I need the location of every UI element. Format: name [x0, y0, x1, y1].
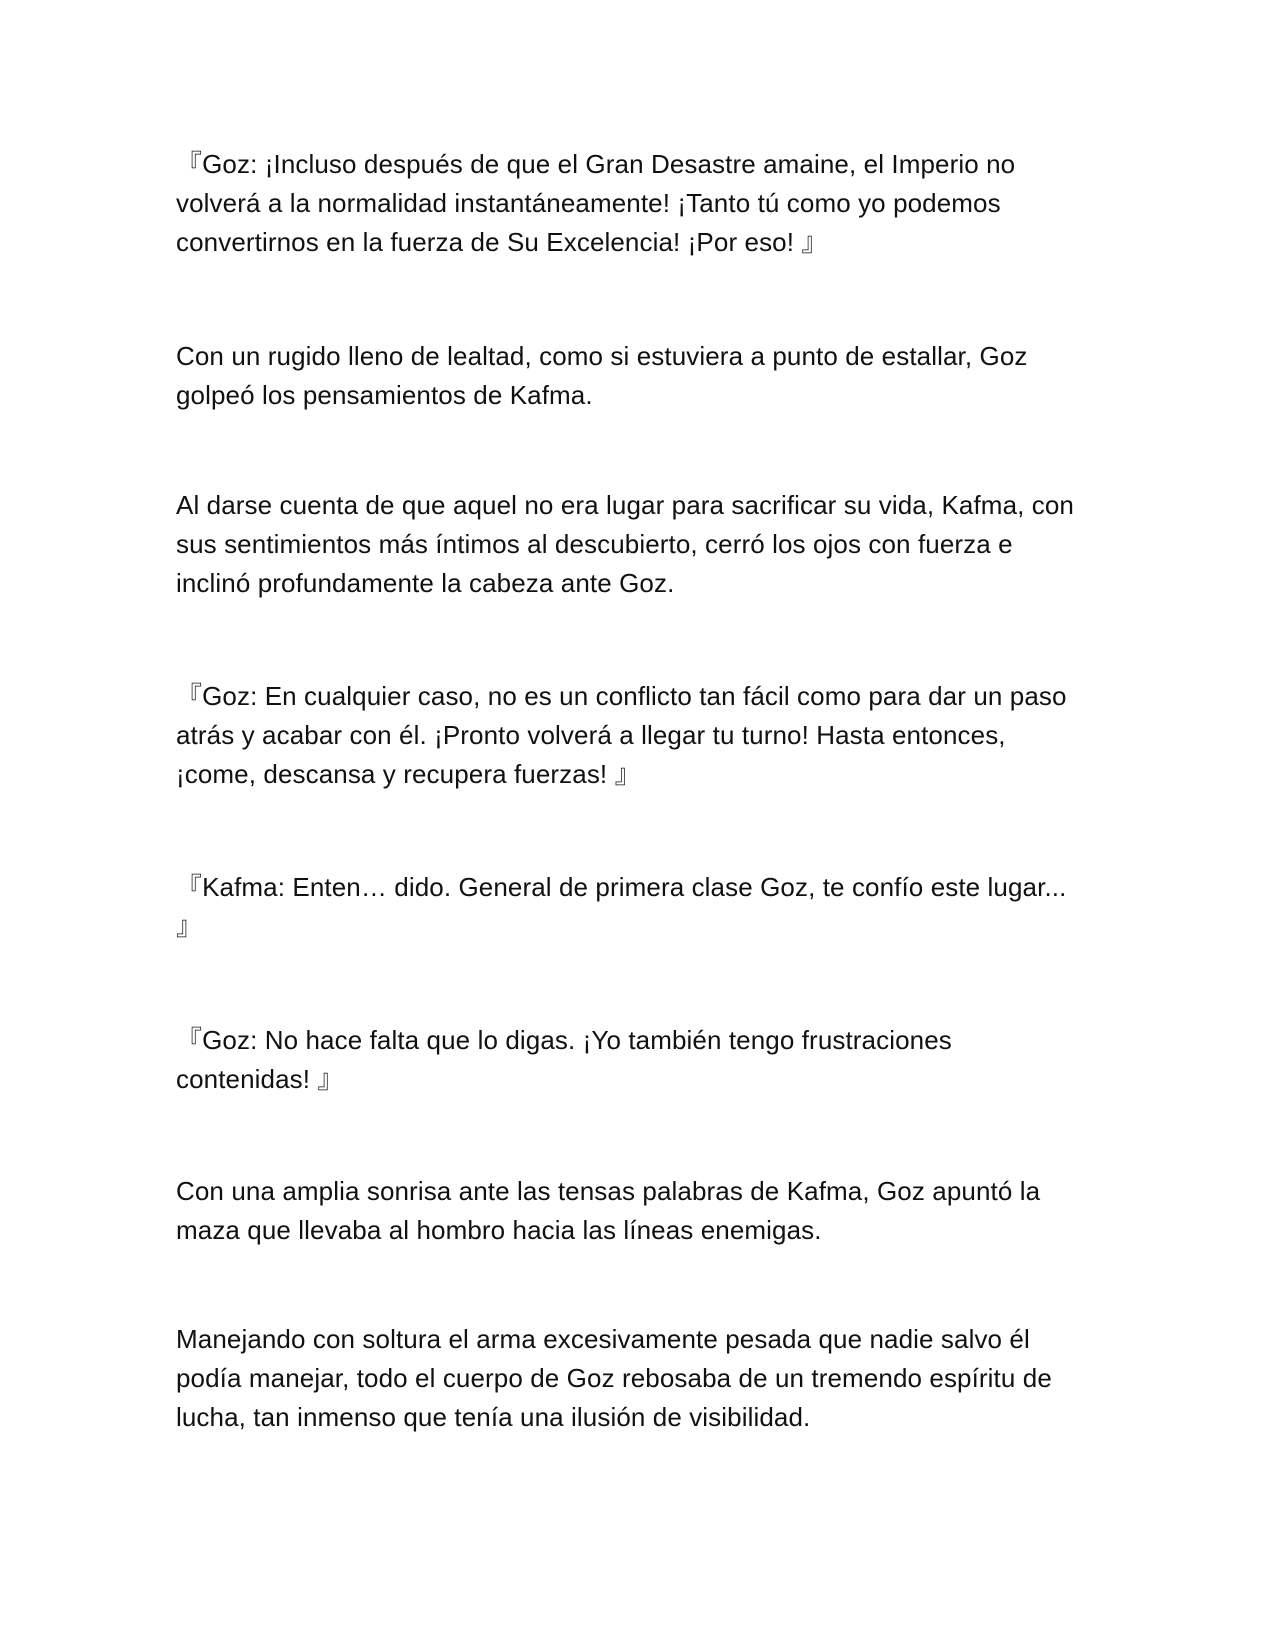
text-line: convertirnos en la fuerza de Su Excelencia! ¡Por eso! 』	[176, 227, 828, 257]
text-line: maza que llevaba al hombro hacia las líneas enemigas.	[176, 1215, 822, 1245]
text-line: Al darse cuenta de que aquel no era lugar para sacrificar su vida, Kafma, con	[176, 490, 1074, 520]
paragraph-dialogue-goz-1	[176, 145, 1096, 262]
text-line: 『Goz: En cualquier caso, no es un conflicto tan fácil como para dar un paso	[176, 681, 1067, 711]
text-line: inclinó profundamente la cabeza ante Goz.	[176, 568, 675, 598]
paragraph-narration-3	[176, 1172, 1096, 1250]
text-line: sus sentimientos más íntimos al descubierto, cerró los ojos con fuerza e	[176, 529, 1013, 559]
text-line: contenidas! 』	[176, 1064, 344, 1094]
paragraph-dialogue-goz-3	[176, 1021, 1096, 1099]
text-line: podía manejar, todo el cuerpo de Goz rebosaba de un tremendo espíritu de	[176, 1363, 1052, 1393]
paragraph-narration-2	[176, 486, 1096, 603]
text-line: Con un rugido lleno de lealtad, como si estuviera a punto de estallar, Goz	[176, 341, 1028, 371]
text-line: lucha, tan inmenso que tenía una ilusión de visibilidad.	[176, 1402, 811, 1432]
paragraph-dialogue-goz-2	[176, 677, 1096, 794]
text-line: Manejando con soltura el arma excesivamente pesada que nadie salvo él	[176, 1324, 1030, 1354]
paragraph-dialogue-kafma	[176, 868, 1096, 946]
text-line: 『Goz: ¡Incluso después de que el Gran Desastre amaine, el Imperio no	[176, 149, 1016, 179]
text-line: Con una amplia sonrisa ante las tensas palabras de Kafma, Goz apuntó la	[176, 1176, 1041, 1206]
paragraph-narration-1	[176, 337, 1096, 415]
text-line: atrás y acabar con él. ¡Pronto volverá a llegar tu turno! Hasta entonces,	[176, 720, 1006, 750]
text-line: 『Kafma: Enten… dido. General de primera clase Goz, te confío este lugar...	[176, 872, 1067, 902]
text-line: volverá a la normalidad instantáneamente! ¡Tanto tú como yo podemos	[176, 188, 1001, 218]
text-line: ¡come, descansa y recupera fuerzas! 』	[176, 759, 641, 789]
text-line: golpeó los pensamientos de Kafma.	[176, 380, 593, 410]
paragraph-narration-4	[176, 1320, 1096, 1437]
text-line: 』	[176, 911, 203, 941]
text-line: 『Goz: No hace falta que lo digas. ¡Yo también tengo frustraciones	[176, 1025, 952, 1055]
